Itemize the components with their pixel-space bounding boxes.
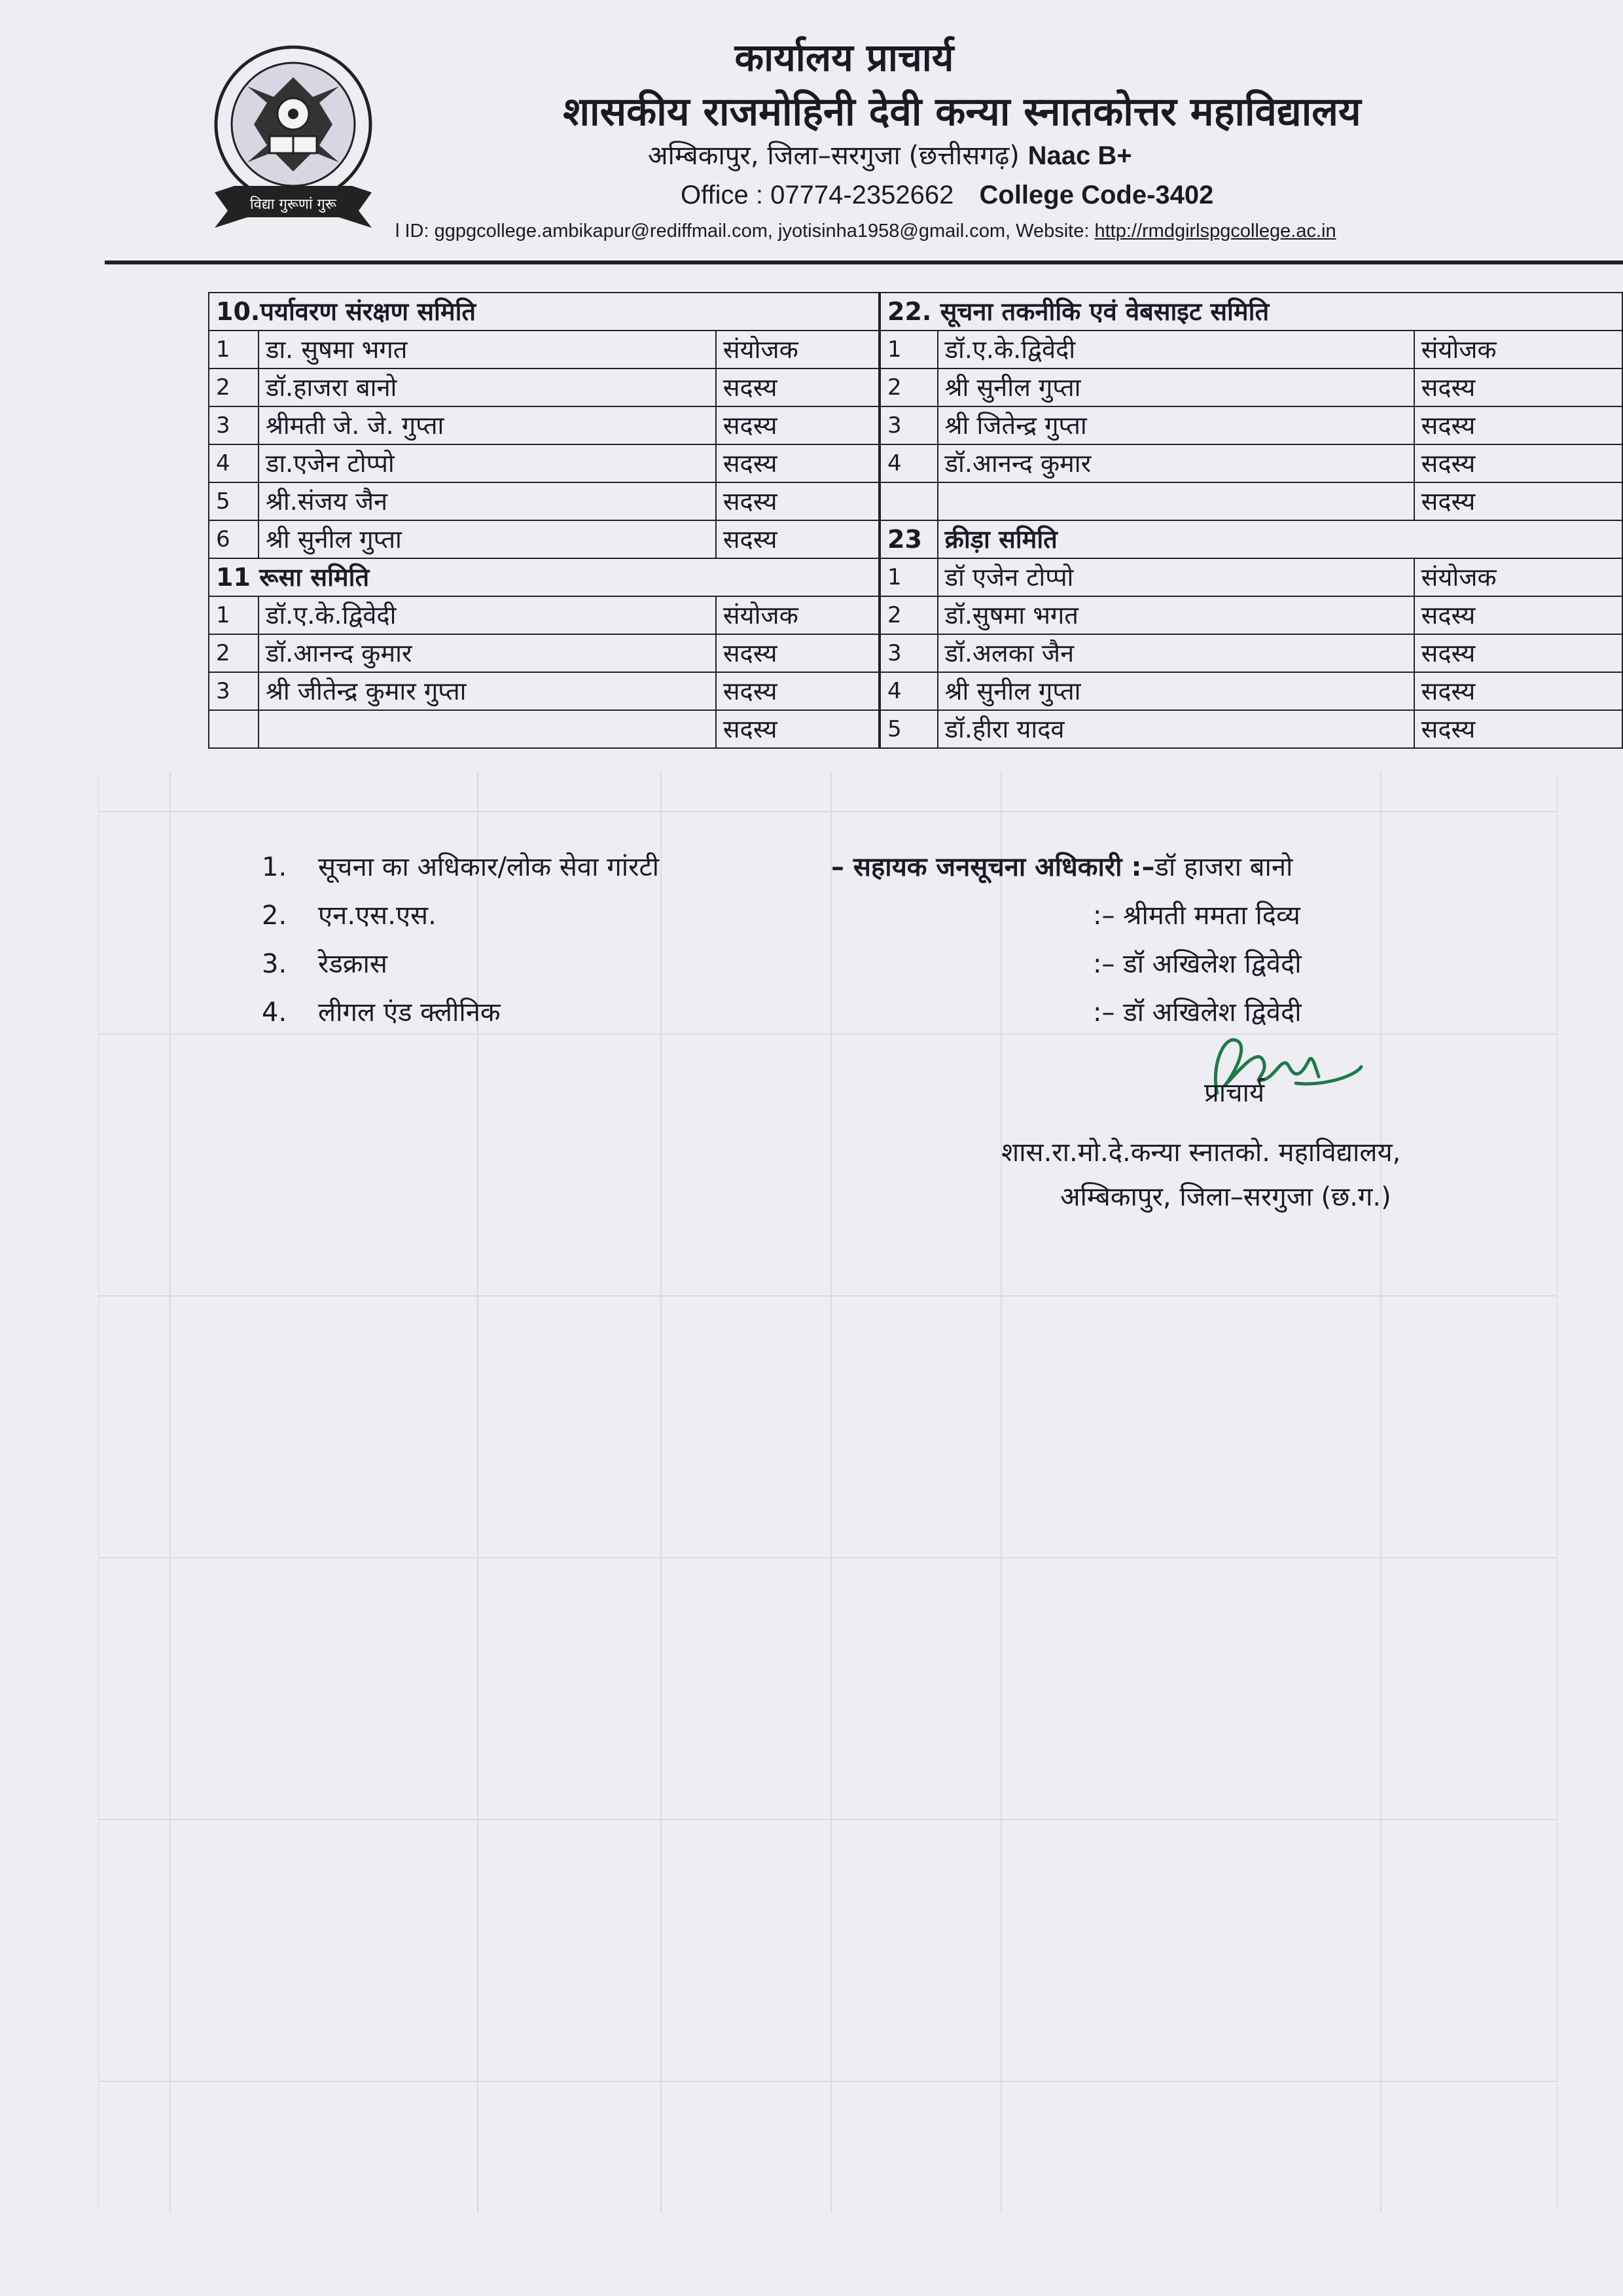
list-item: 3. रेडक्रास :– डॉ अखिलेश द्विवेदी: [262, 940, 1505, 988]
office-phone: Office : 07774-2352662: [681, 181, 954, 209]
office-contact: [681, 177, 1270, 213]
committee-title-22: 22. सूचना तकनीकि एवं वेबसाइट समिति: [880, 293, 1622, 331]
committee-number-23: 23: [880, 520, 938, 558]
member-name: [938, 482, 1414, 520]
member-role: सदस्य: [1414, 710, 1622, 748]
table-row: 3 श्रीमती जे. जे. गुप्ता सदस्य: [209, 406, 879, 444]
officer-designation: :–: [1093, 949, 1115, 979]
officers-list: [262, 843, 1505, 1037]
member-role: संयोजक: [716, 596, 879, 634]
member-role: सदस्य: [716, 444, 879, 482]
member-role: संयोजक: [716, 331, 879, 368]
signature-address: अम्बिकापुर, जिला–सरगुजा (छ.ग.): [1060, 1182, 1391, 1212]
officer-duty: सूचना का अधिकार/लोक सेवा गांरटी: [318, 852, 659, 882]
member-role: सदस्य: [1414, 444, 1622, 482]
table-row: 4 डॉ.आनन्द कुमार सदस्य: [880, 444, 1622, 482]
committee-heading-row: [880, 293, 1622, 331]
member-role: सदस्य: [716, 482, 879, 520]
officer-person: डॉ अखिलेश द्विवेदी: [1123, 997, 1302, 1028]
table-row: 3 डॉ.अलका जैन सदस्य: [880, 634, 1622, 672]
member-role: सदस्य: [1414, 634, 1622, 672]
office-title: कार्यालय प्राचार्य: [734, 35, 954, 80]
member-role: सदस्य: [716, 710, 879, 748]
member-name: [259, 710, 716, 748]
member-name: श्री जितेन्द्र गुप्ता: [938, 406, 1414, 444]
member-name: श्री सुनील गुप्ता: [938, 368, 1414, 406]
member-role: सदस्य: [716, 368, 879, 406]
table-row: 3 श्री जितेन्द्र गुप्ता सदस्य: [880, 406, 1622, 444]
member-role: सदस्य: [716, 634, 879, 672]
table-row: 1 डा. सुषमा भगत संयोजक: [209, 331, 879, 368]
member-name: डॉ.ए.के.द्विवेदी: [259, 596, 716, 634]
member-role: सदस्य: [1414, 672, 1622, 710]
principal-title: प्राचार्य: [1204, 1078, 1265, 1108]
table-row: 1 डॉ.ए.के.द्विवेदी संयोजक: [209, 596, 879, 634]
table-row: 4 डा.एजेन टोप्पो सदस्य: [209, 444, 879, 482]
list-item: 1. सूचना का अधिकार/लोक सेवा गांरटी – सहायक जनसूचना अधिकारी :–डॉ हाजरा बानो: [262, 843, 1505, 891]
website-link[interactable]: http://rmdgirlspgcollege.ac.in: [1094, 221, 1336, 242]
member-name: डा.एजेन टोप्पो: [259, 444, 716, 482]
officer-duty: लीगल एंड क्लीनिक: [318, 997, 501, 1028]
officer-person: डॉ अखिलेश द्विवेदी: [1123, 949, 1302, 979]
member-name: डॉ.ए.के.द्विवेदी: [938, 331, 1414, 368]
officer-designation: :–: [1093, 901, 1115, 931]
member-name: श्री सुनील गुप्ता: [938, 672, 1414, 710]
officer-person: श्रीमती ममता दिव्य: [1123, 901, 1300, 931]
address-text: अम्बिकापुर, जिला–सरगुजा (छत्तीसगढ़): [648, 141, 1020, 171]
member-name: श्री.संजय जैन: [259, 482, 716, 520]
table-row: 5 श्री.संजय जैन सदस्य: [209, 482, 879, 520]
member-role: सदस्य: [1414, 596, 1622, 634]
member-name: श्रीमती जे. जे. गुप्ता: [259, 406, 716, 444]
committee-heading-row: [209, 293, 879, 331]
header-divider: [105, 260, 1623, 264]
committee-heading-row: [880, 520, 1622, 558]
member-name: डॉ.हीरा यादव: [938, 710, 1414, 748]
accreditation-badge: Naac B+: [1027, 141, 1132, 170]
committee-title-11: 11 रूसा समिति: [209, 558, 879, 596]
member-name: डॉ.अलका जैन: [938, 634, 1414, 672]
list-item: 2. एन.एस.एस. :– श्रीमती ममता दिव्य: [262, 891, 1505, 940]
member-name: डॉ.आनन्द कुमार: [259, 634, 716, 672]
member-role: सदस्य: [1414, 368, 1622, 406]
table-row: 2 श्री सुनील गुप्ता सदस्य: [880, 368, 1622, 406]
officer-designation: – सहायक जनसूचना अधिकारी :–: [831, 852, 1155, 882]
email-text: l ID: ggpgcollege.ambikapur@rediffmail.com, jyotisinha1958@gmail.com, Website:: [395, 221, 1095, 242]
college-emblem-logo: [208, 41, 378, 230]
list-item: 4. लीगल एंड क्लीनिक :– डॉ अखिलेश द्विवेदी: [262, 988, 1505, 1037]
email-website-line: [395, 217, 1547, 245]
college-address: [648, 137, 1368, 174]
member-role: सदस्य: [1414, 406, 1622, 444]
svg-text:विद्या गुरूणां गुरू: विद्या गुरूणां गुरू: [249, 196, 337, 213]
table-row: 1 डॉ.ए.के.द्विवेदी संयोजक: [880, 331, 1622, 368]
table-row: 2 डॉ.सुषमा भगत सदस्य: [880, 596, 1622, 634]
member-name: डा. सुषमा भगत: [259, 331, 716, 368]
member-name: श्री सुनील गुप्ता: [259, 520, 716, 558]
table-row: 1 डॉ एजेन टोप्पो संयोजक: [880, 558, 1622, 596]
member-role: संयोजक: [1414, 331, 1622, 368]
table-row: [209, 710, 879, 748]
table-row: 2 डॉ.आनन्द कुमार सदस्य: [209, 634, 879, 672]
member-name: डॉ.सुषमा भगत: [938, 596, 1414, 634]
member-name: डॉ एजेन टोप्पो: [938, 558, 1414, 596]
committee-table-left: [208, 292, 880, 749]
college-name: शासकीय राजमोहिनी देवी कन्या स्नातकोत्तर महाविद्यालय: [563, 89, 1361, 135]
member-name: श्री जीतेन्द्र कुमार गुप्ता: [259, 672, 716, 710]
table-row: 3 श्री जीतेन्द्र कुमार गुप्ता सदस्य: [209, 672, 879, 710]
officer-designation: :–: [1093, 997, 1115, 1028]
member-name: डॉ.आनन्द कुमार: [938, 444, 1414, 482]
table-row: 4 श्री सुनील गुप्ता सदस्य: [880, 672, 1622, 710]
committee-title-10: 10.पर्यावरण संरक्षण समिति: [209, 293, 879, 331]
officer-duty: रेडक्रास: [318, 949, 387, 979]
member-role: सदस्य: [1414, 482, 1622, 520]
committee-table-right: [880, 292, 1623, 749]
officer-duty: एन.एस.एस.: [318, 901, 437, 931]
college-code: College Code-3402: [979, 181, 1214, 209]
committee-title-23: क्रीड़ा समिति: [938, 520, 1622, 558]
member-name: डॉ.हाजरा बानो: [259, 368, 716, 406]
member-role: सदस्य: [716, 520, 879, 558]
member-role: सदस्य: [716, 406, 879, 444]
member-role: सदस्य: [716, 672, 879, 710]
table-row: 2 डॉ.हाजरा बानो सदस्य: [209, 368, 879, 406]
signature-institution: शास.रा.मो.दे.कन्या स्नातको. महाविद्यालय,: [1001, 1138, 1401, 1168]
committee-heading-row: [209, 558, 879, 596]
table-row: 5 डॉ.हीरा यादव सदस्य: [880, 710, 1622, 748]
table-row: 6 श्री सुनील गुप्ता सदस्य: [209, 520, 879, 558]
member-role: संयोजक: [1414, 558, 1622, 596]
table-row: [880, 482, 1622, 520]
officer-person: डॉ हाजरा बानो: [1154, 852, 1293, 882]
